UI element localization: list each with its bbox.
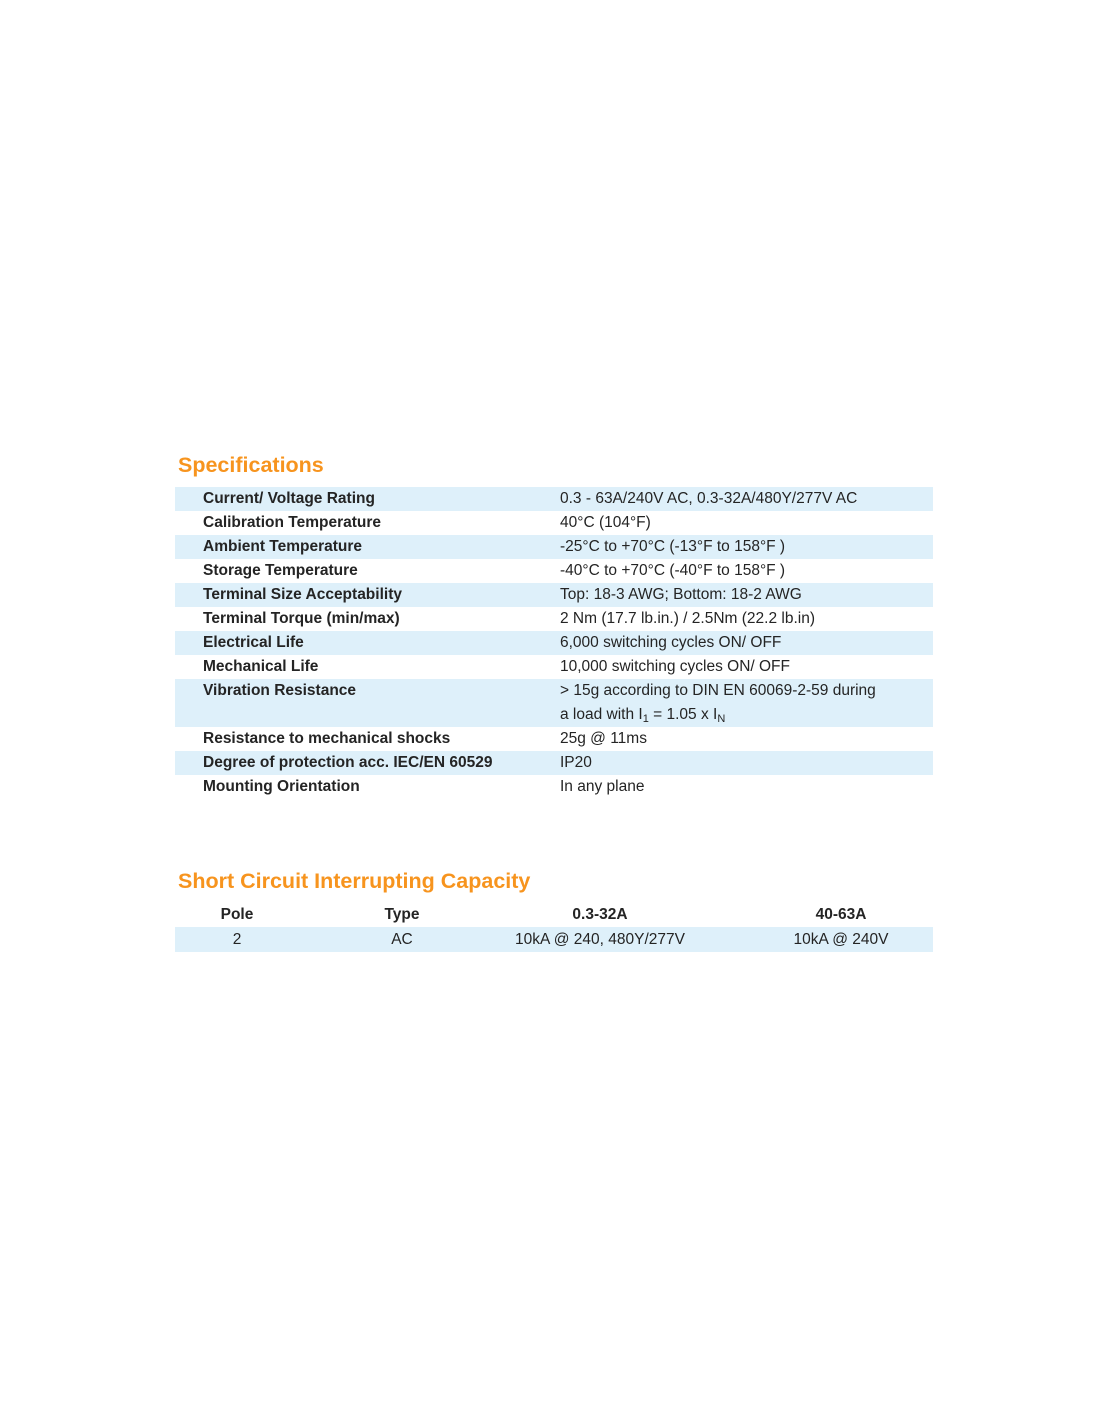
- spec-value: In any plane: [560, 778, 645, 795]
- spec-value: -40°C to +70°C (-40°F to 158°F ): [560, 562, 786, 579]
- spec-value-line2: [560, 703, 933, 727]
- spec-row: [175, 583, 933, 607]
- spec-row: [175, 559, 933, 583]
- spec-row: [175, 751, 933, 775]
- spec-row: [175, 607, 933, 631]
- spec-label: Degree of protection acc. IEC/EN 60529: [203, 754, 493, 771]
- short-circuit-title: Short Circuit Interrupting Capacity: [178, 869, 531, 893]
- cell-0-3-32a: 10kA @ 240, 480Y/277V: [514, 931, 685, 948]
- column-header-40-63a: 40-63A: [815, 906, 867, 923]
- specifications-title: Specifications: [178, 453, 324, 477]
- short-circuit-table: [175, 903, 933, 952]
- formula-text: a load with I: [560, 706, 643, 723]
- column-header-pole: Pole: [220, 906, 254, 923]
- spec-label: Mechanical Life: [203, 658, 319, 675]
- spec-label: Ambient Temperature: [203, 538, 363, 555]
- formula-subscript: N: [717, 713, 726, 725]
- spec-value: 6,000 switching cycles ON/ OFF: [560, 634, 782, 651]
- spec-row: [175, 655, 933, 679]
- table-row: [175, 927, 933, 952]
- formula-subscript: 1: [642, 713, 649, 725]
- spec-label: Calibration Temperature: [203, 514, 382, 531]
- spec-label: Current/ Voltage Rating: [203, 490, 375, 507]
- column-header-0-3-32a: 0.3-32A: [572, 906, 628, 923]
- spec-value: 25g @ 11ms: [560, 730, 647, 747]
- spec-value: 2 Nm (17.7 lb.in.) / 2.5Nm (22.2 lb.in): [560, 610, 815, 627]
- spec-value-line1: > 15g according to DIN EN 60069-2-59 during: [560, 682, 876, 699]
- spec-value: 0.3 - 63A/240V AC, 0.3-32A/480Y/277V AC: [560, 490, 858, 507]
- specifications-table: [175, 487, 933, 799]
- spec-label: Mounting Orientation: [203, 778, 360, 795]
- cell-pole: 2: [232, 931, 242, 948]
- spec-value: 40°C (104°F): [560, 514, 651, 531]
- spec-value: 10,000 switching cycles ON/ OFF: [560, 658, 790, 675]
- spec-label: Vibration Resistance: [203, 682, 357, 699]
- cell-type: AC: [391, 931, 413, 948]
- spec-label: Resistance to mechanical shocks: [203, 730, 451, 747]
- spec-row: [175, 511, 933, 535]
- spec-row: [175, 631, 933, 655]
- column-header-type: Type: [384, 906, 420, 923]
- spec-value: [560, 679, 933, 727]
- spec-value: IP20: [560, 754, 592, 771]
- cell-40-63a: 10kA @ 240V: [793, 931, 889, 948]
- spec-label: Terminal Torque (min/max): [203, 610, 400, 627]
- spec-label: Terminal Size Acceptability: [203, 586, 402, 603]
- formula-text: = 1.05 x I: [648, 706, 718, 723]
- spec-label: Storage Temperature: [203, 562, 358, 579]
- spec-label: Electrical Life: [203, 634, 304, 651]
- spec-value: Top: 18-3 AWG; Bottom: 18-2 AWG: [560, 586, 802, 603]
- spec-row: [175, 487, 933, 511]
- spec-row: [175, 679, 933, 727]
- spec-row: [175, 775, 933, 799]
- spec-value: -25°C to +70°C (-13°F to 158°F ): [560, 538, 786, 555]
- spec-row: [175, 535, 933, 559]
- spec-row: [175, 727, 933, 751]
- short-circuit-header-row: [175, 903, 933, 927]
